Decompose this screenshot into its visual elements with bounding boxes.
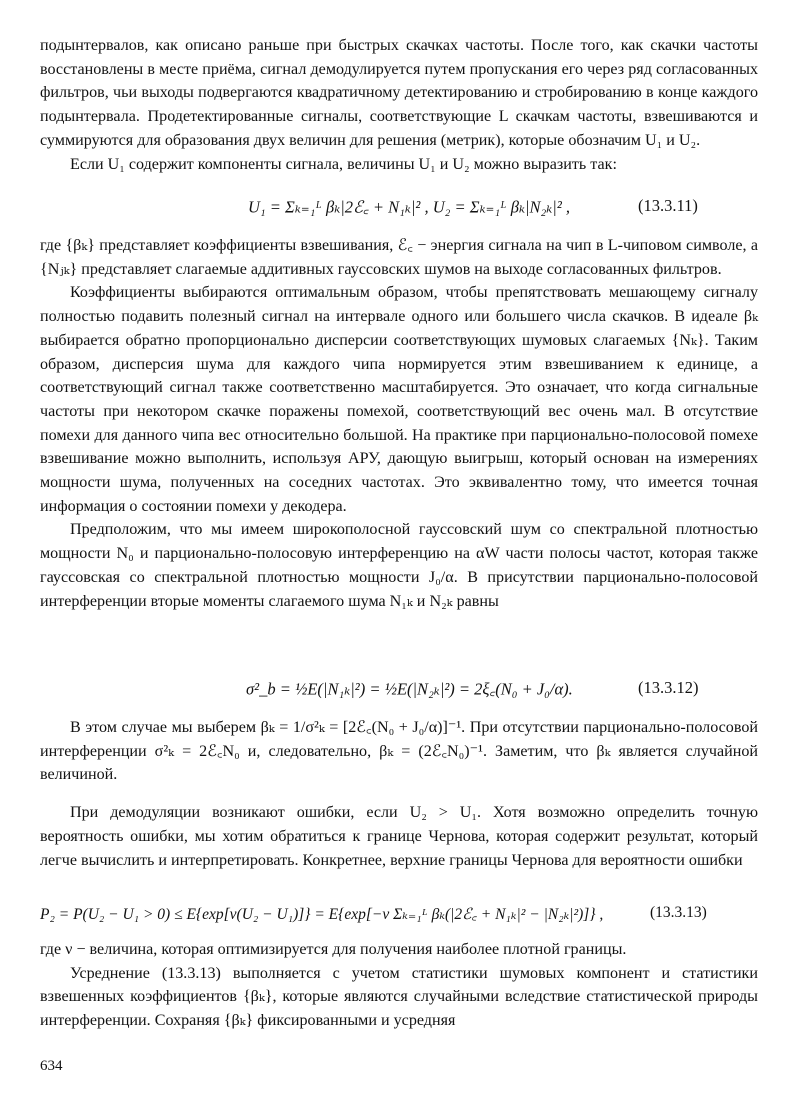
text-block-top xyxy=(40,34,758,176)
paragraph: Усреднение (13.3.13) выполняется с учетом статистики шумовых компонент и статистики взвешенных коэффициентов {βₖ}, которые являются случайными вследствие статистической природы интерференции. Сохраняя {βₖ} фиксированными и усредняя xyxy=(40,964,758,1030)
paragraph: Предположим, что мы имеем широкополосной гауссовский шум со спектральной плотностью мощности N₀ и парционально-полосовую интерференцию на αW части полосы частот, которая также гауссовская со спектральной плотностью мощности J₀/α. В присутствии парционально-полосовой интерференции вторые моменты слагаемого шума N₁ₖ и N₂ₖ равны xyxy=(40,521,758,610)
equation-13-3-11 xyxy=(40,186,758,226)
equation-13-3-13 xyxy=(40,893,758,933)
equation-number: (13.3.13) xyxy=(650,904,707,921)
page-number: 634 xyxy=(40,1058,63,1074)
equation-13-3-12 xyxy=(40,668,758,708)
paragraph: Если U₁ содержит компоненты сигнала, величины U₁ и U₂ можно выразить так: xyxy=(70,155,617,173)
equation-number: (13.3.12) xyxy=(638,678,699,697)
text-block-middle xyxy=(40,234,758,613)
text-block-lower xyxy=(40,716,758,872)
equation-number: (13.3.11) xyxy=(638,196,698,215)
paragraph: где ν − величина, которая оптимизируется для получения наиболее плотной границы. xyxy=(40,941,627,958)
equation-body: U₁ = Σₖ₌₁ᴸ βₖ|2ℰ꜀ + N₁ₖ|² , U₂ = Σₖ₌₁ᴸ βₖ|N₂ₖ|² , xyxy=(248,197,571,217)
paragraph: При демодуляции возникают ошибки, если U₂ > U₁. Хотя возможно определить точную вероятность ошибки, мы хотим обратиться к границе Чернова, которая содержит результат, который легче вычислить и интерпретировать. Конкретнее, верхние границы Чернова для вероятности ошибки xyxy=(40,804,758,869)
paragraph: подынтервалов, как описано раньше при быстрых скачках частоты. После того, как скачки частоты восстановлены в месте приёма, сигнал демодулируется путем пропускания его через ряд согласованных фильтров, чьи выходы подвергаются квадратичному детектированию и стробированию в конце каждого подынтервала. Продетектированные сигналы, соответствующие L скачкам частоты, взвешиваются и суммируются для образования двух величин для решения (метрик), которые обозначим U₁ и U₂. xyxy=(40,37,758,149)
paragraph: где {βₖ} представляет коэффициенты взвешивания, ℰ꜀ − энергия сигнала на чип в L-чиповом символе, а {Nⱼₖ} представляет слагаемые аддитивных гауссовских шумов на выходе согласованных фильтров. xyxy=(40,237,758,278)
text-block-bottom xyxy=(40,938,758,1033)
equation-body: σ²_b = ½E(|N₁ₖ|²) = ½E(|N₂ₖ|²) = 2ξ꜀(N₀ + J₀/α). xyxy=(246,679,573,699)
paragraph: Коэффициенты выбираются оптимальным образом, чтобы препятствовать мешающему сигналу полностью подавить полезный сигнал на интервале одного или большего числа скачков. В идеале βₖ выбирается обратно пропорционально дисперсии соответствующих шумовых слагаемых {Nₖ}. Таким образом, дисперсия шума для каждого чипа нормируется этим взвешиванием к единице, а соответствующий сигнал также соответственно масштабируется. Это означает, что когда сигнальные частоты при некотором скачке поражены помехой, соответствующий вес очень мал. В отсутствие помехи для данного чипа вес относительно большой. На практике при парционально-полосовой помехе взвешивание можно выполнить, используя АРУ, дающую выигрыш, который основан на измерениях мощности шума, полученных на соседних частотах. Это эквивалентно тому, что имеется точная информация о состоянии помехи у декодера. xyxy=(40,284,758,515)
equation-body: P₂ = P(U₂ − U₁ > 0) ≤ E{exp[ν(U₂ − U₁)]} = E{exp[−ν Σₖ₌₁ᴸ βₖ(|2ℰ꜀ + N₁ₖ|² − |N₂ₖ|²)]} , xyxy=(40,906,604,923)
paragraph: В этом случае мы выберем βₖ = 1/σ²ₖ = [2ℰ꜀(N₀ + J₀/α)]⁻¹. При отсутствии парционально-полосовой интерференции σ²ₖ = 2ℰ꜀N₀ и, следовательно, βₖ = (2ℰ꜀N₀)⁻¹. Заметим, что βₖ является случайной величиной. xyxy=(40,719,758,784)
